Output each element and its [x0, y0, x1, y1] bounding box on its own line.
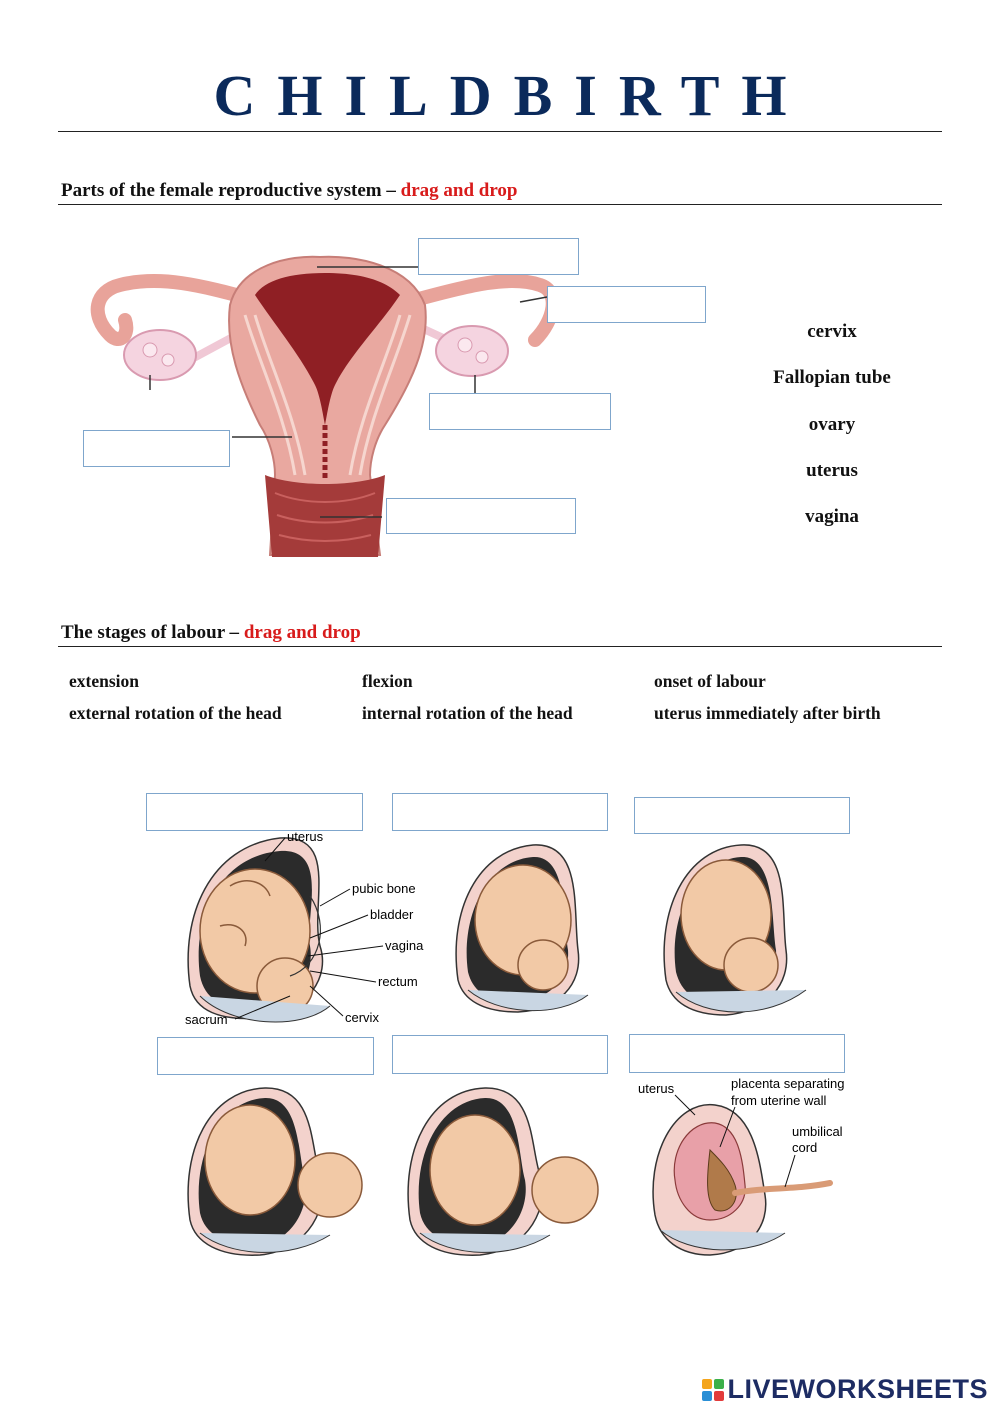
stage-word-onset-of-labour[interactable]: onset of labour — [654, 671, 766, 691]
stage-1-illustration — [170, 826, 440, 1031]
stage-word-extension[interactable]: extension — [69, 671, 139, 691]
logo-grid-icon — [702, 1379, 724, 1401]
label-uterus-after-birth: uterus — [638, 1081, 675, 1096]
word-bank-uterus[interactable]: uterus — [806, 460, 858, 481]
section2-heading-text: The stages of labour – — [61, 622, 244, 643]
section1-heading-action: drag and drop — [400, 180, 518, 201]
label-cord-line1: umbilical — [792, 1124, 843, 1139]
left-ovary — [124, 330, 196, 380]
section2-heading-action: drag and drop — [243, 622, 361, 643]
stage-word-external-rotation[interactable]: external rotation of the head — [69, 703, 282, 723]
drop-target-fallopian-tube[interactable] — [547, 286, 706, 323]
stage-3-illustration — [656, 840, 831, 1020]
liveworksheets-logo — [702, 1374, 988, 1405]
title-divider — [58, 131, 942, 132]
label-pubic-bone: pubic bone — [352, 881, 416, 896]
drop-target-stage-3[interactable] — [634, 797, 850, 834]
label-uterus: uterus — [287, 829, 324, 844]
drop-target-vagina[interactable] — [386, 498, 576, 534]
drop-target-stage-4[interactable] — [157, 1037, 374, 1075]
drop-target-stage-5[interactable] — [392, 1035, 608, 1074]
label-placenta-line2: from uterine wall — [731, 1093, 827, 1108]
word-bank-vagina[interactable]: vagina — [805, 506, 859, 527]
stage-2-illustration — [448, 840, 623, 1015]
stage-word-uterus-after-birth[interactable]: uterus immediately after birth — [654, 703, 881, 723]
tube-leader-line — [520, 297, 547, 302]
page-title: CHILDBIRTH — [213, 63, 809, 128]
section1-heading-text: Parts of the female reproductive system – — [61, 180, 401, 201]
logo-text: LIVEWORKSHEETS — [727, 1374, 988, 1404]
stage-5-illustration — [400, 1085, 610, 1260]
label-bladder: bladder — [370, 907, 414, 922]
label-vagina: vagina — [385, 938, 424, 953]
label-cervix: cervix — [345, 1010, 379, 1025]
label-rectum: rectum — [378, 974, 418, 989]
drop-target-stage-6[interactable] — [629, 1034, 845, 1073]
label-sacrum: sacrum — [185, 1012, 228, 1027]
stage-4-illustration — [180, 1085, 370, 1260]
label-cord-line2: cord — [792, 1140, 818, 1155]
section2-divider — [58, 646, 942, 647]
stage-word-internal-rotation[interactable]: internal rotation of the head — [362, 703, 573, 723]
section2-heading — [61, 622, 361, 644]
drop-target-cervix[interactable] — [83, 430, 230, 467]
stage-6-illustration — [635, 1075, 865, 1260]
section1-divider — [58, 204, 942, 205]
stage-word-flexion[interactable]: flexion — [362, 671, 413, 691]
word-bank-fallopian-tube[interactable]: Fallopian tube — [773, 367, 891, 388]
right-ovary — [436, 326, 508, 376]
section1-heading — [61, 180, 517, 202]
drop-target-uterus[interactable] — [418, 238, 579, 275]
drop-target-ovary[interactable] — [429, 393, 611, 430]
word-bank-cervix[interactable]: cervix — [807, 321, 857, 342]
word-bank-ovary[interactable]: ovary — [808, 414, 856, 435]
label-placenta-line1: placenta separating — [731, 1076, 845, 1091]
